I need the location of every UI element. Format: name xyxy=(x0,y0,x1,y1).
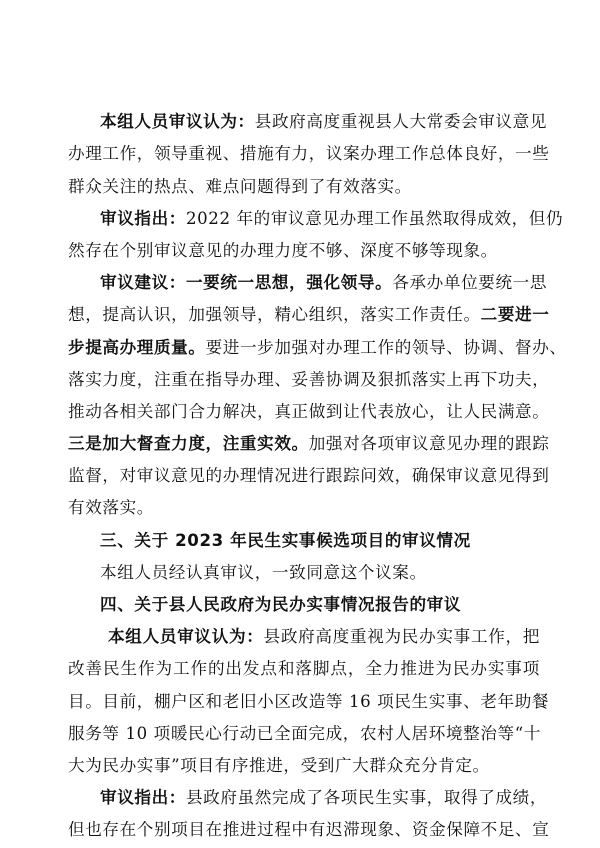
paragraph-line: 本组人员审议认为：县政府高度重视县人大常委会审议意见 xyxy=(100,112,548,131)
paragraph-line: 步提高办理质量。要进一步加强对办理工作的领导、协调、督办、 xyxy=(68,338,567,357)
paragraph-line: 但也存在个别项目在推进过程中有迟滞现象、资金保障不足、宣 xyxy=(68,820,550,839)
section-heading: 四、关于县人民政府为民办实事情况报告的审议 xyxy=(100,595,462,614)
paragraph-line: 三是加大督查力度，注重实效。加强对各项审议意见办理的跟踪 xyxy=(68,434,550,453)
paragraph-line: 然存在个别审议意见的办理力度不够、深度不够等现象。 xyxy=(68,241,498,260)
paragraph-line: 审议建议：一要统一思想，强化领导。各承办单位要统一思 xyxy=(100,273,548,292)
paragraph-line: 本组人员审议认为：县政府高度重视为民办实事工作，把 xyxy=(108,627,540,646)
bold-point: 二要进一 xyxy=(480,305,550,324)
paragraph-line: 落实力度，注重在指导办理、妥善协调及狠抓落实上再下功夫， xyxy=(68,370,550,389)
paragraph-line: 监督，对审议意见的办理情况进行跟踪问效，确保审议意见得到 xyxy=(68,466,550,485)
bold-lead: 本组人员审议认为： xyxy=(100,112,255,131)
bold-lead: 审议建议： xyxy=(100,273,186,292)
paragraph-line: 大为民办实事”项目有序推进，受到广大群众充分肯定。 xyxy=(68,756,490,775)
paragraph-line: 审议指出：2022 年的审议意见办理工作虽然取得成效，但仍 xyxy=(100,209,564,228)
bold-point: 步提高办理质量。 xyxy=(68,338,206,357)
paragraph-line: 本组人员经认真审议，一致同意这个议案。 xyxy=(100,563,427,582)
bold-point: 三是加大督查力度，注重实效。 xyxy=(68,434,309,453)
paragraph-line: 群众关注的热点、难点问题得到了有效落实。 xyxy=(68,177,412,196)
paragraph-line: 想，提高认识，加强领导，精心组织，落实工作责任。二要进一 xyxy=(68,305,550,324)
paragraph-line: 有效落实。 xyxy=(68,498,154,517)
bold-lead: 审议指出： xyxy=(100,788,186,807)
section-heading: 三、关于 2023 年民生实事候选项目的审议情况 xyxy=(100,531,471,550)
paragraph-line: 服务等 10 项暖民心行动已全面完成，农村人居环境整治等“十 xyxy=(68,724,541,743)
paragraph-line: 办理工作，领导重视、措施有力，议案办理工作总体良好，一些 xyxy=(68,144,550,163)
bold-lead: 审议指出： xyxy=(100,209,186,228)
paragraph-line: 推动各相关部门合力解决，真正做到让代表放心，让人民满意。 xyxy=(68,402,550,421)
bold-point: 一要统一思想，强化领导。 xyxy=(185,273,393,292)
paragraph-line: 改善民生作为工作的出发点和落脚点，全力推进为民办实事项 xyxy=(68,659,540,678)
paragraph-line: 目。目前，棚户区和老旧小区改造等 16 项民生实事、老年助餐 xyxy=(68,692,550,711)
bold-lead: 本组人员审议认为： xyxy=(108,627,264,646)
paragraph-line: 审议指出：县政府虽然完成了各项民生实事，取得了成绩， xyxy=(100,788,548,807)
